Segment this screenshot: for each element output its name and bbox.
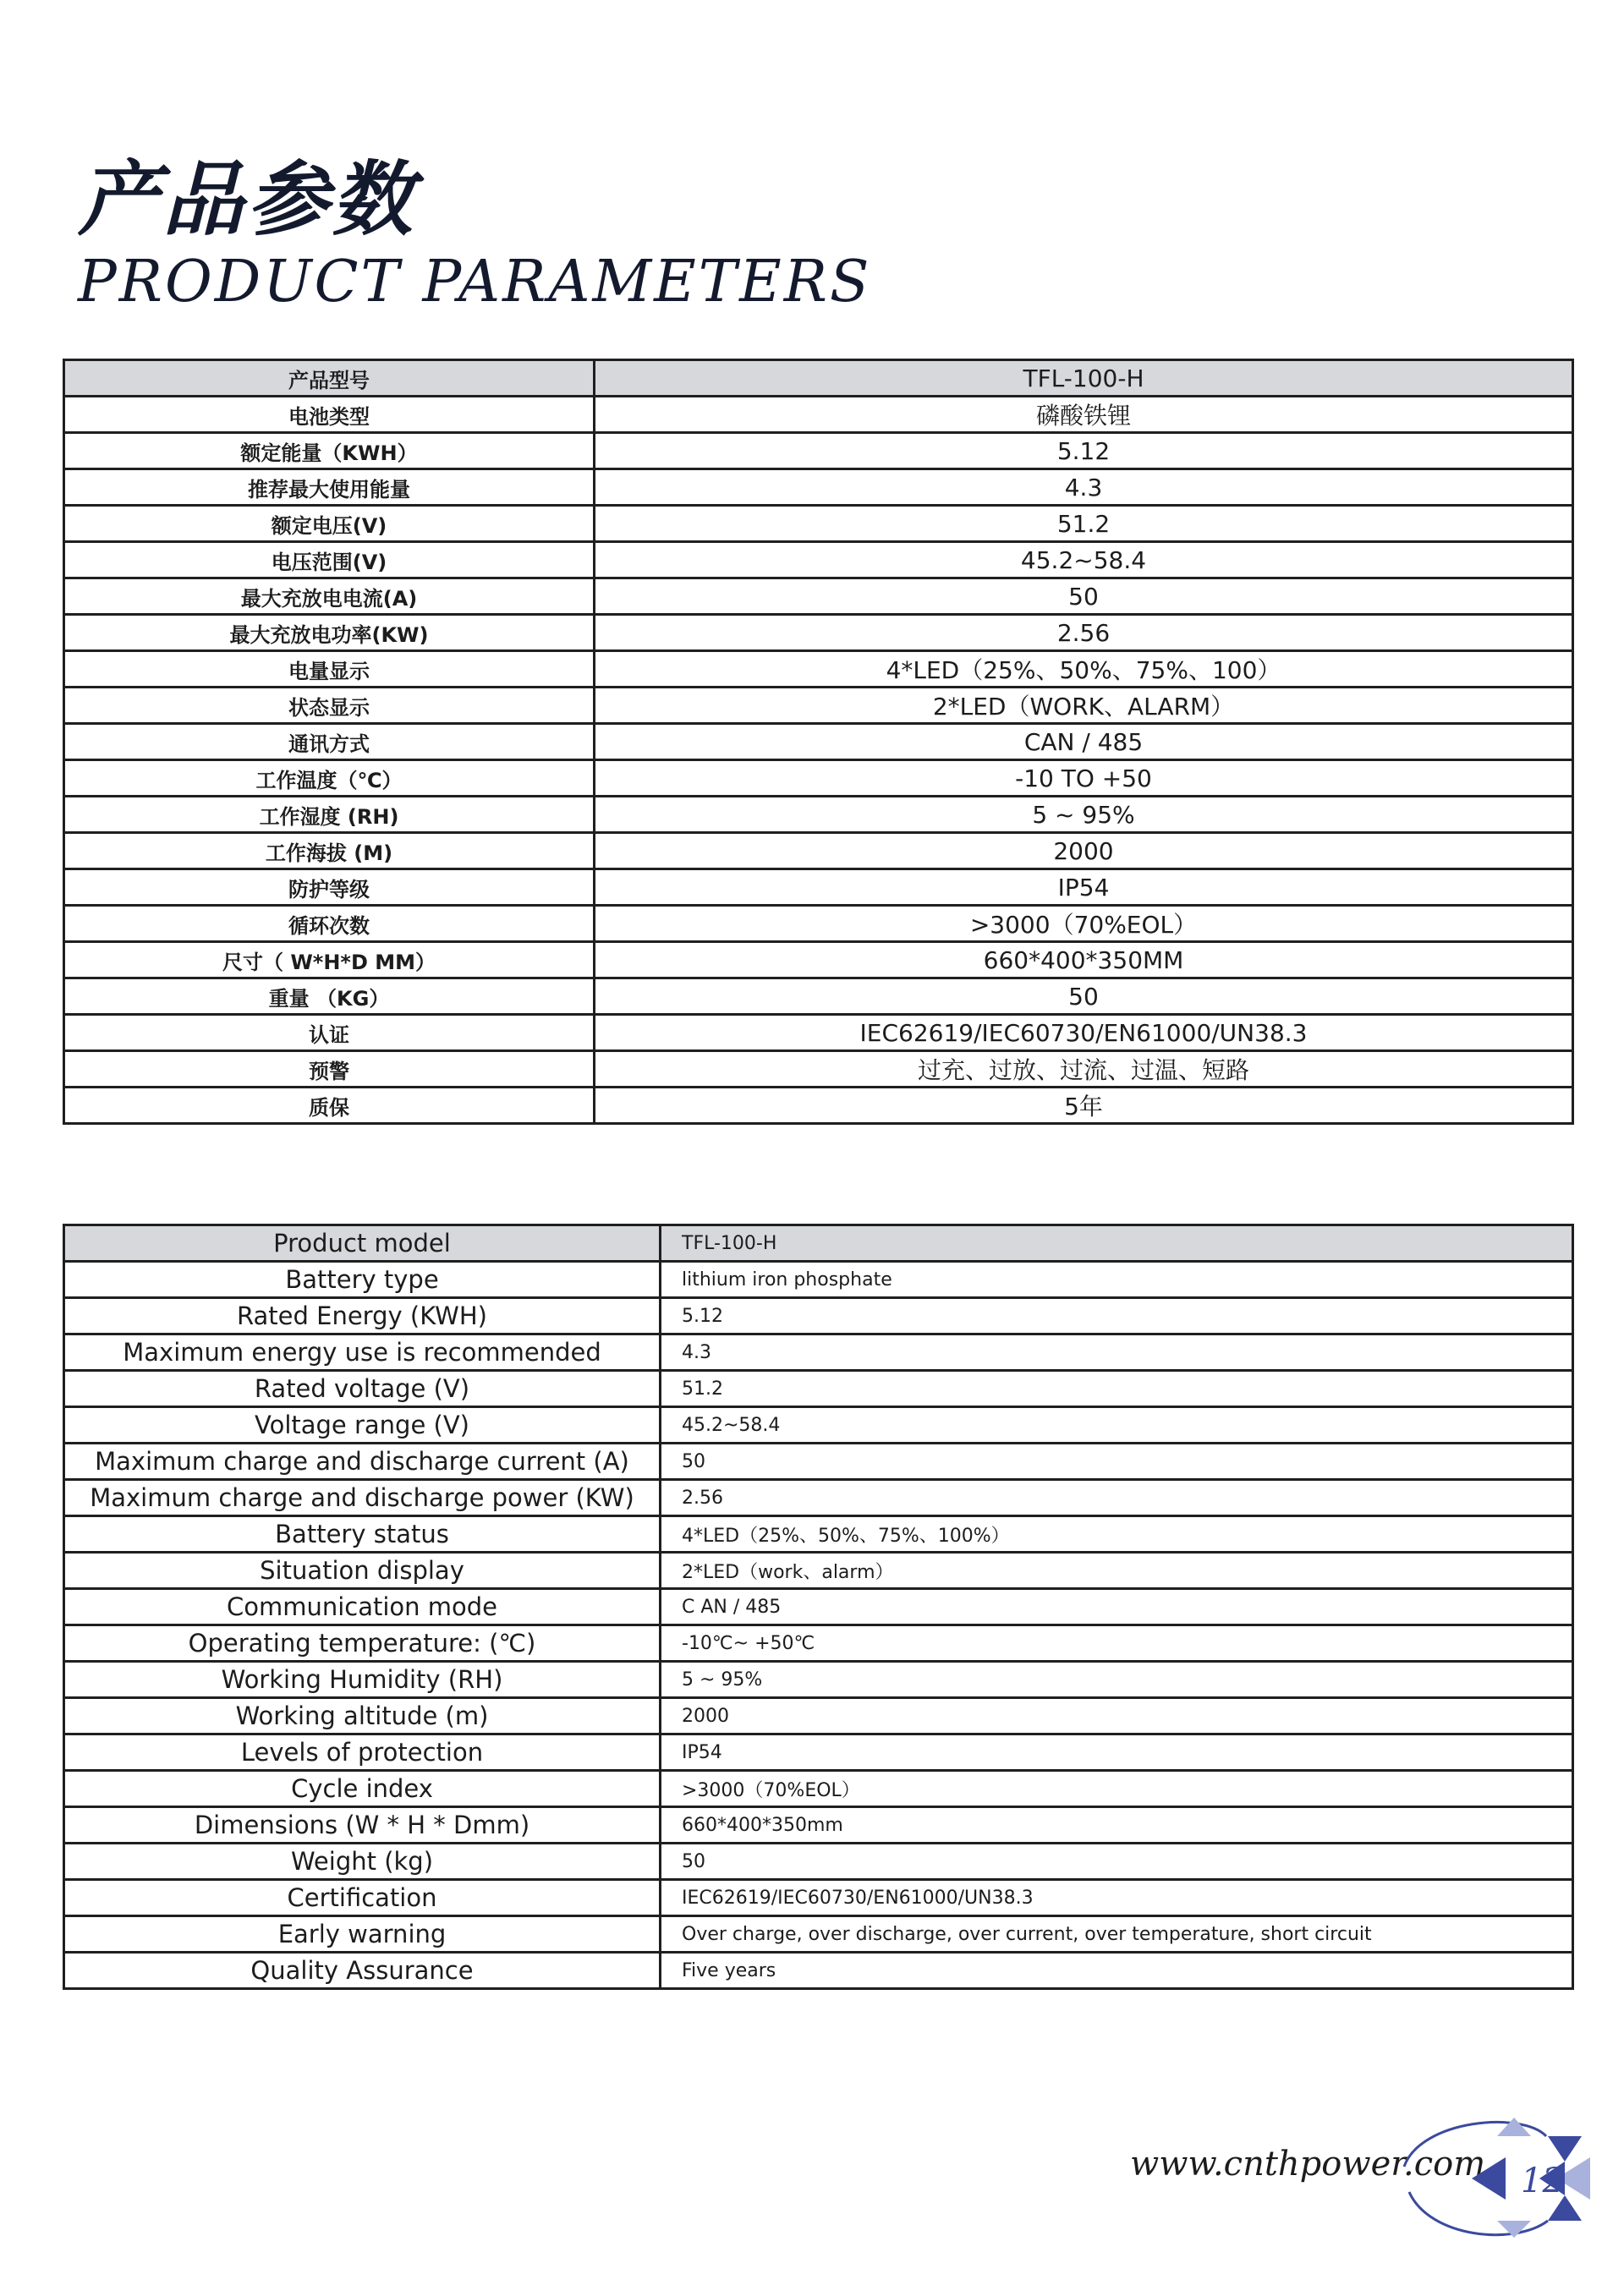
table-row: [64, 1698, 1573, 1734]
parameter-label: 工作湿度 (RH): [64, 797, 595, 833]
parameter-label: 推荐最大使用能量: [64, 469, 595, 506]
chinese-parameters-table: [63, 359, 1574, 1125]
logo-triangle-1: [1497, 2118, 1531, 2136]
page-title-chinese: 产品参数: [78, 152, 416, 247]
parameter-label: 电量显示: [64, 651, 595, 688]
table-row: [64, 1844, 1573, 1880]
parameter-label: 额定能量（KWH）: [64, 433, 595, 469]
parameter-label: Levels of protection: [64, 1734, 661, 1771]
parameter-label: 最大充放电电流(A): [64, 578, 595, 615]
parameter-value: 2.56: [595, 615, 1573, 651]
parameter-value: 50: [595, 578, 1573, 615]
parameter-value: 45.2~58.4: [595, 542, 1573, 578]
parameter-label: Cycle index: [64, 1771, 661, 1807]
parameter-label: Weight (kg): [64, 1844, 661, 1880]
parameter-value: 45.2~58.4: [661, 1407, 1573, 1444]
table-row: [64, 1225, 1573, 1262]
table-row: [64, 615, 1573, 651]
parameter-value: 5.12: [661, 1298, 1573, 1334]
parameter-label: 电池类型: [64, 397, 595, 433]
parameter-value: -10℃~ +50℃: [661, 1625, 1573, 1662]
table-row: [64, 760, 1573, 797]
parameter-value: IP54: [661, 1734, 1573, 1771]
table-row: [64, 1015, 1573, 1051]
table-row: [64, 1480, 1573, 1516]
parameter-label: Dimensions (W * H * Dmm): [64, 1807, 661, 1844]
table-row: [64, 1589, 1573, 1625]
table-row: [64, 1916, 1573, 1953]
table-row: [64, 797, 1573, 833]
logo-arc-top: [1404, 2122, 1546, 2167]
table-row: [64, 1516, 1573, 1553]
table-row: [64, 1444, 1573, 1480]
parameter-label: 最大充放电功率(KW): [64, 615, 595, 651]
table-row: [64, 724, 1573, 760]
parameter-value: IEC62619/IEC60730/EN61000/UN38.3: [661, 1880, 1573, 1916]
parameter-value: IP54: [595, 869, 1573, 906]
parameter-label: 认证: [64, 1015, 595, 1051]
parameter-value: 50: [661, 1844, 1573, 1880]
parameter-label: 质保: [64, 1088, 595, 1124]
parameter-value: 50: [595, 978, 1573, 1015]
parameter-value: 5 ~ 95%: [595, 797, 1573, 833]
table-row: [64, 360, 1573, 397]
english-parameters-table: [63, 1224, 1574, 1990]
parameter-label: Maximum charge and discharge power (KW): [64, 1480, 661, 1516]
logo-triangle-3: [1472, 2157, 1506, 2200]
parameter-label: 尺寸（ W*H*D MM）: [64, 942, 595, 978]
parameter-label: Working Humidity (RH): [64, 1662, 661, 1698]
parameter-value: IEC62619/IEC60730/EN61000/UN38.3: [595, 1015, 1573, 1051]
parameter-value: C AN / 485: [661, 1589, 1573, 1625]
parameter-label: Maximum energy use is recommended: [64, 1334, 661, 1371]
table-row: [64, 1662, 1573, 1698]
parameter-value: >3000（70%EOL）: [595, 906, 1573, 942]
page-number-logo-icon: [1387, 2111, 1599, 2255]
table-row: [64, 469, 1573, 506]
table-row: [64, 1734, 1573, 1771]
parameter-label: 防护等级: [64, 869, 595, 906]
parameter-label: 电压范围(V): [64, 542, 595, 578]
table-row: [64, 542, 1573, 578]
parameter-value: >3000（70%EOL）: [661, 1771, 1573, 1807]
table-row: [64, 1262, 1573, 1298]
logo-triangle-2: [1548, 2136, 1582, 2162]
parameter-label: Working altitude (m): [64, 1698, 661, 1734]
table-row: [64, 1771, 1573, 1807]
parameter-value: 5 ~ 95%: [661, 1662, 1573, 1698]
table-row: [64, 1880, 1573, 1916]
parameter-value: TFL-100-H: [661, 1225, 1573, 1262]
table-row: [64, 1953, 1573, 1989]
parameter-label: 工作海拔 (M): [64, 833, 595, 869]
table-row: [64, 688, 1573, 724]
parameter-value: 51.2: [661, 1371, 1573, 1407]
page-title-english: PRODUCT PARAMETERS: [78, 249, 872, 315]
parameter-value: 2*LED（WORK、ALARM）: [595, 688, 1573, 724]
parameter-value: 磷酸铁锂: [595, 397, 1573, 433]
parameter-value: -10 TO +50: [595, 760, 1573, 797]
parameter-value: Over charge, over discharge, over current, over temperature, short circuit: [661, 1916, 1573, 1953]
table-row: [64, 1371, 1573, 1407]
parameter-value: 2*LED（work、alarm）: [661, 1553, 1573, 1589]
table-row: [64, 1298, 1573, 1334]
parameter-value: 2000: [661, 1698, 1573, 1734]
table-row: [64, 833, 1573, 869]
parameter-label: Maximum charge and discharge current (A): [64, 1444, 661, 1480]
parameter-label: 重量 （KG）: [64, 978, 595, 1015]
parameter-label: Product model: [64, 1225, 661, 1262]
parameter-value: 5年: [595, 1088, 1573, 1124]
parameter-value: 4*LED（25%、50%、75%、100%）: [661, 1516, 1573, 1553]
parameter-value: 50: [661, 1444, 1573, 1480]
parameter-label: 预警: [64, 1051, 595, 1088]
parameter-label: Early warning: [64, 1916, 661, 1953]
parameter-label: 额定电压(V): [64, 506, 595, 542]
parameter-value: lithium iron phosphate: [661, 1262, 1573, 1298]
table-row: [64, 433, 1573, 469]
website-url: www.cnthpower.com: [1130, 2145, 1486, 2184]
table-row: [64, 1625, 1573, 1662]
parameter-label: Battery status: [64, 1516, 661, 1553]
table-row: [64, 651, 1573, 688]
table-row: [64, 1807, 1573, 1844]
parameter-label: Rated Energy (KWH): [64, 1298, 661, 1334]
table-row: [64, 1088, 1573, 1124]
parameter-value: CAN / 485: [595, 724, 1573, 760]
table-row: [64, 942, 1573, 978]
parameter-label: Certification: [64, 1880, 661, 1916]
table-row: [64, 1334, 1573, 1371]
parameter-label: Operating temperature: (℃): [64, 1625, 661, 1662]
parameter-label: 产品型号: [64, 360, 595, 397]
parameter-value: 660*400*350MM: [595, 942, 1573, 978]
parameter-label: Battery type: [64, 1262, 661, 1298]
parameter-label: 状态显示: [64, 688, 595, 724]
table-row: [64, 869, 1573, 906]
parameter-value: Five years: [661, 1953, 1573, 1989]
parameter-label: Communication mode: [64, 1589, 661, 1625]
table-row: [64, 1407, 1573, 1444]
parameter-value: 5.12: [595, 433, 1573, 469]
table-row: [64, 978, 1573, 1015]
table-row: [64, 578, 1573, 615]
parameter-value: 4.3: [595, 469, 1573, 506]
parameter-label: Rated voltage (V): [64, 1371, 661, 1407]
parameter-value: 2000: [595, 833, 1573, 869]
parameter-label: Situation display: [64, 1553, 661, 1589]
parameter-label: Quality Assurance: [64, 1953, 661, 1989]
parameter-label: 工作温度（℃）: [64, 760, 595, 797]
parameter-label: 循环次数: [64, 906, 595, 942]
parameter-value: 过充、过放、过流、过温、短路: [595, 1051, 1573, 1088]
parameter-value: 2.56: [661, 1480, 1573, 1516]
table-row: [64, 506, 1573, 542]
table-row: [64, 906, 1573, 942]
table-row: [64, 397, 1573, 433]
table-row: [64, 1051, 1573, 1088]
parameter-label: 通讯方式: [64, 724, 595, 760]
table-row: [64, 1553, 1573, 1589]
parameter-value: 4.3: [661, 1334, 1573, 1371]
parameter-value: 4*LED（25%、50%、75%、100）: [595, 651, 1573, 688]
page-number: 12: [1521, 2162, 1564, 2200]
parameter-value: TFL-100-H: [595, 360, 1573, 397]
parameter-label: Voltage range (V): [64, 1407, 661, 1444]
parameter-value: 51.2: [595, 506, 1573, 542]
parameter-value: 660*400*350mm: [661, 1807, 1573, 1844]
